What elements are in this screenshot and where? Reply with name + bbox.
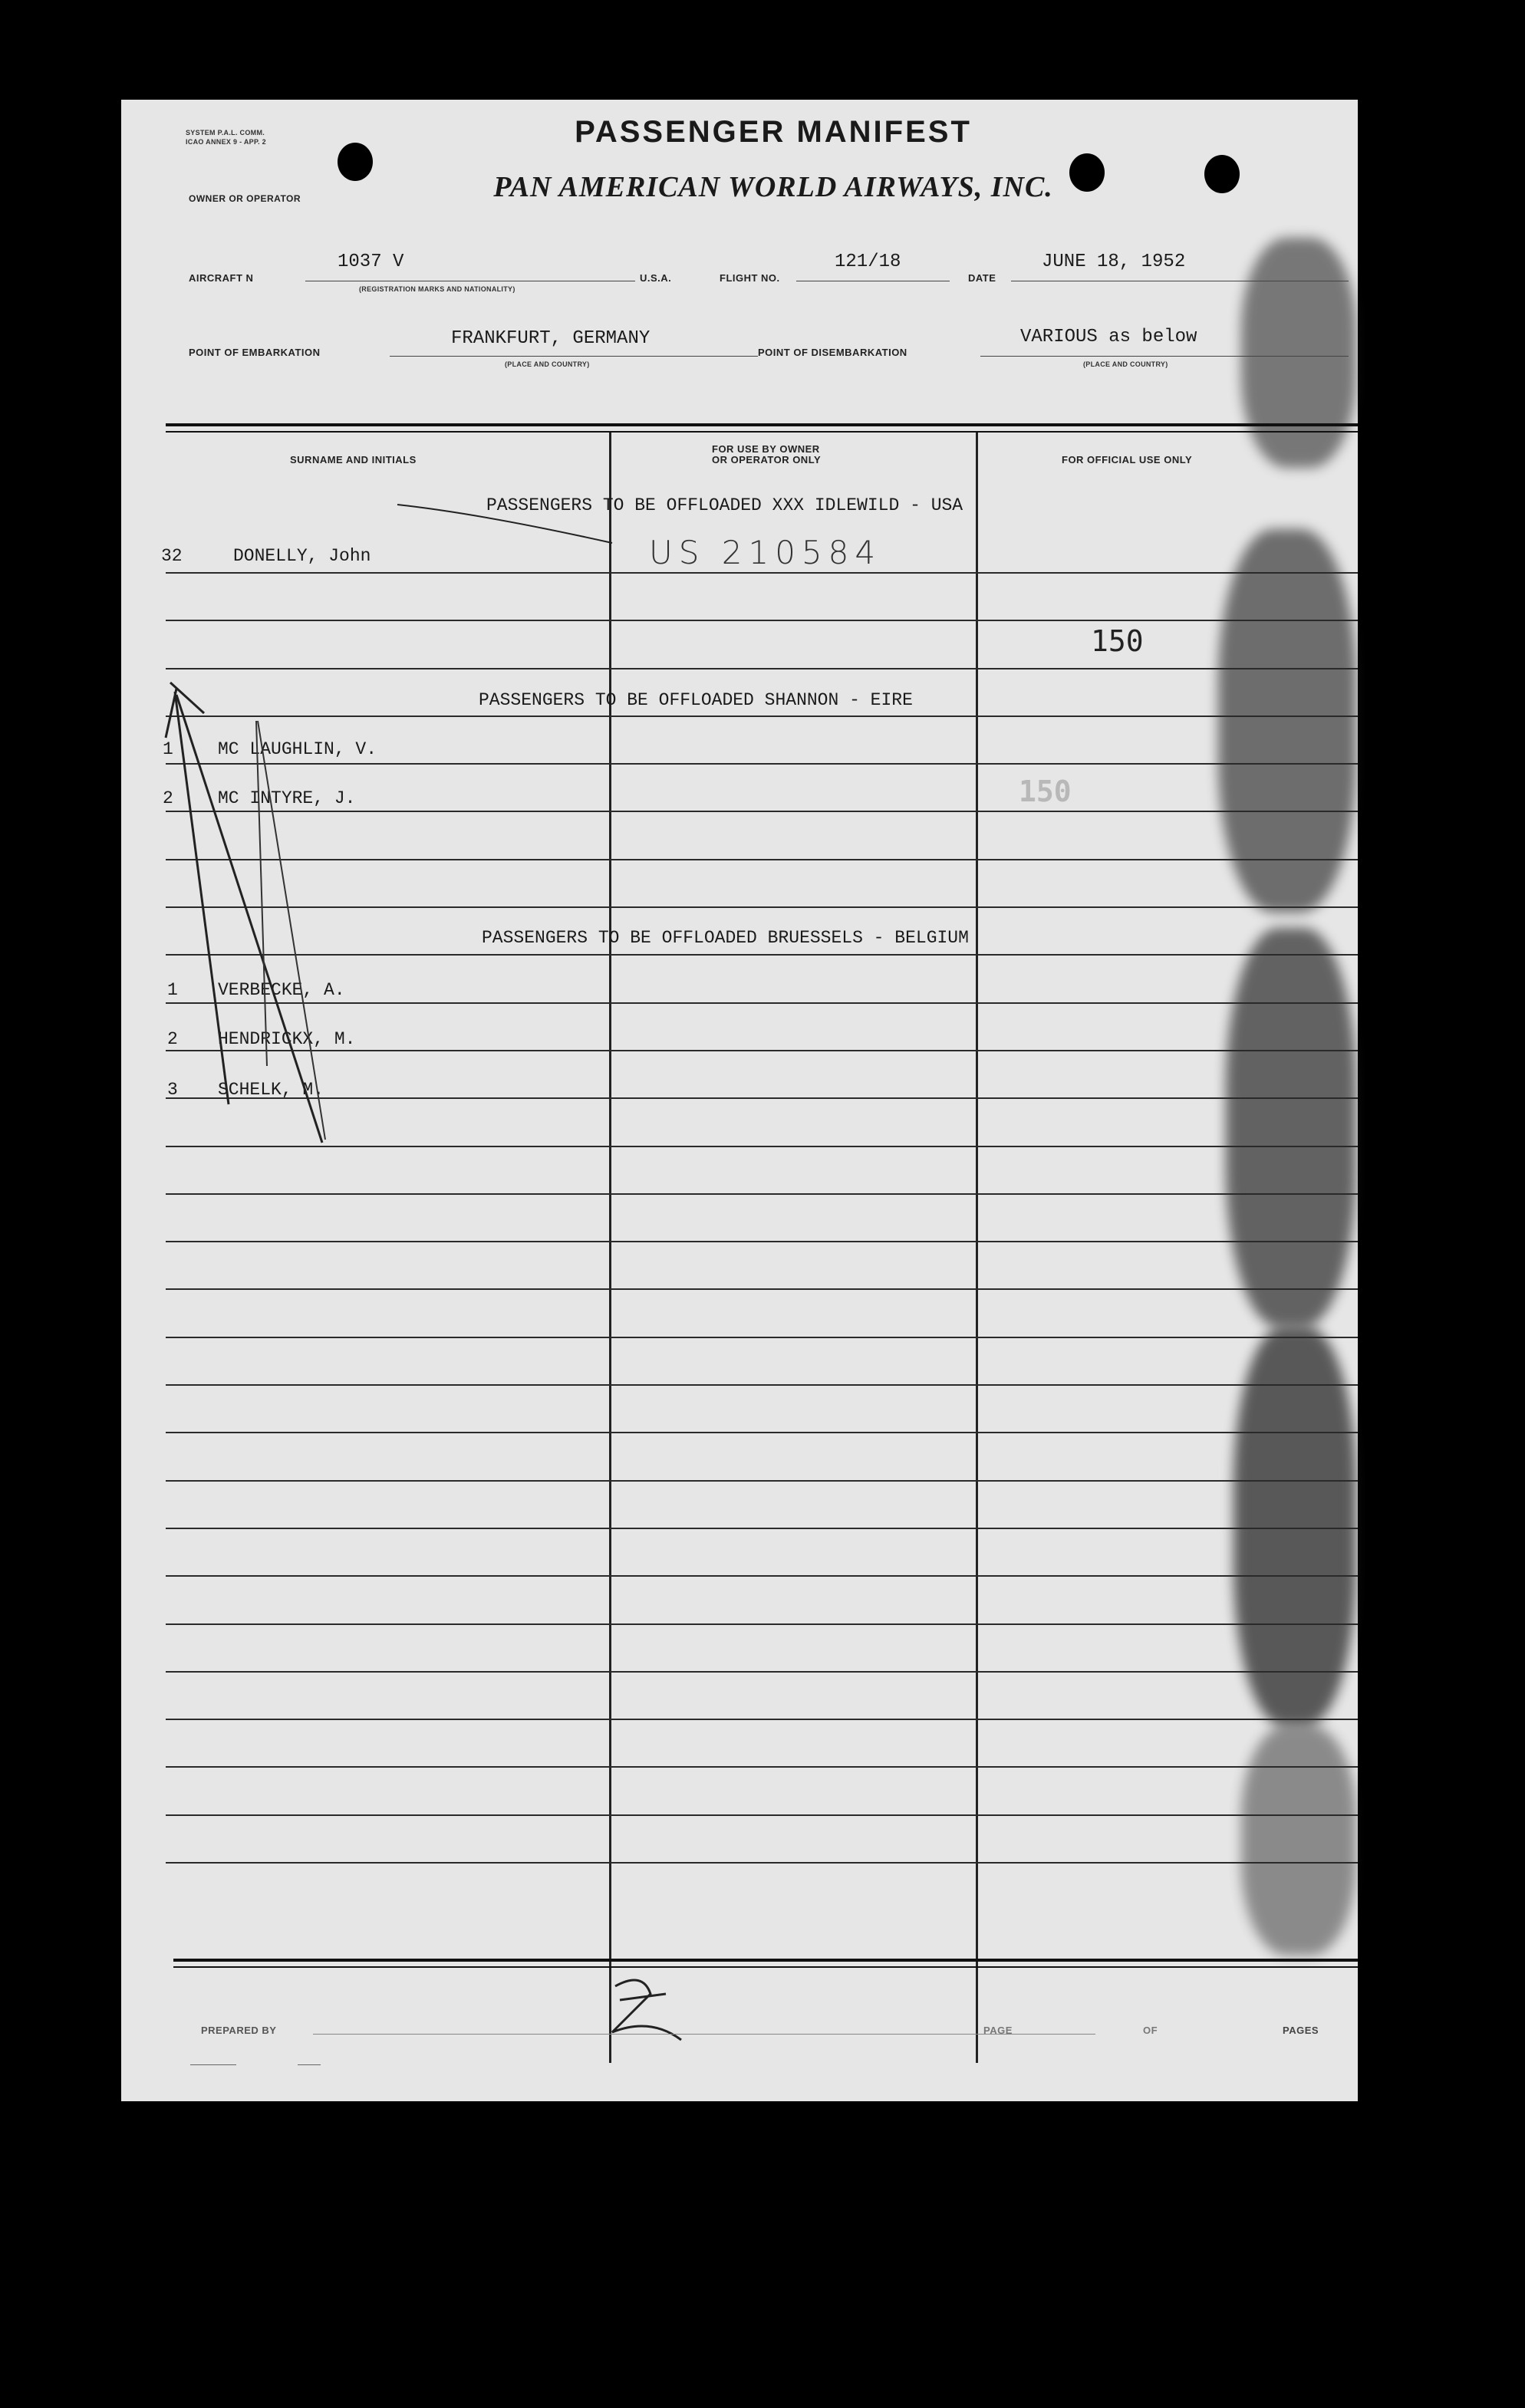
- row-rule: [166, 1766, 1358, 1768]
- passenger-name: DONELLY, John: [233, 546, 371, 566]
- row-rule: [166, 715, 1358, 717]
- passenger-name: VERBECKE, A.: [218, 980, 345, 1000]
- col-official-header: FOR OFFICIAL USE ONLY: [1062, 454, 1193, 465]
- row-rule: [166, 572, 1358, 574]
- row-rule: [166, 1862, 1358, 1864]
- punch-hole-right: [1204, 155, 1240, 193]
- row-rule: [166, 668, 1358, 669]
- aircraft-value: 1037 V: [338, 252, 404, 272]
- aircraft-label: AIRCRAFT N: [189, 272, 254, 284]
- embarkation-label: POINT OF EMBARKATION: [189, 347, 321, 358]
- disembarkation-label: POINT OF DISEMBARKATION: [758, 347, 907, 358]
- row-rule: [166, 1623, 1358, 1625]
- row-rule: [166, 906, 1358, 908]
- passenger-num: 2: [163, 788, 173, 808]
- col-divider-2: [976, 433, 978, 2063]
- row-rule: [166, 859, 1358, 860]
- row-rule: [166, 1575, 1358, 1577]
- col-owner-header-1: FOR USE BY OWNER: [712, 443, 820, 455]
- airline-name: PAN AMERICAN WORLD AIRWAYS, INC.: [493, 171, 1053, 203]
- row-rule: [166, 954, 1358, 956]
- prepared-by-label: PREPARED BY: [201, 2025, 277, 2036]
- passenger-document: US 210584: [649, 534, 882, 571]
- section-bruessels: PASSENGERS TO BE OFFLOADED BRUESSELS - BELGIUM: [482, 928, 969, 948]
- usa-label: U.S.A.: [640, 272, 672, 284]
- handwritten-strokes: [121, 100, 1358, 2101]
- embarkation-caption: (PLACE AND COUNTRY): [505, 360, 590, 368]
- page-title: PASSENGER MANIFEST: [575, 115, 972, 149]
- row-rule: [166, 1671, 1358, 1673]
- col-divider-1: [609, 433, 611, 2063]
- row-rule: [166, 1002, 1358, 1004]
- row-rule: [166, 1288, 1358, 1290]
- system-note-1: SYSTEM P.A.L. COMM.: [186, 129, 265, 137]
- section-idlewild: PASSENGERS TO BE OFFLOADED XXX IDLEWILD - USA: [486, 495, 963, 515]
- date-value: JUNE 18, 1952: [1042, 252, 1186, 272]
- registration-caption: (REGISTRATION MARKS AND NATIONALITY): [359, 285, 515, 293]
- passenger-name: HENDRICKX, M.: [218, 1029, 356, 1049]
- pages-label: PAGES: [1283, 2025, 1319, 2036]
- passenger-num: 1: [167, 980, 178, 1000]
- passenger-num: 3: [167, 1080, 178, 1100]
- embarkation-value: FRANKFURT, GERMANY: [451, 328, 651, 349]
- row-rule: [166, 1097, 1358, 1099]
- row-rule: [166, 1337, 1358, 1338]
- row-rule: [166, 620, 1358, 621]
- of-label: OF: [1143, 2025, 1158, 2036]
- passenger-num: 1: [163, 739, 173, 759]
- disembarkation-value: VARIOUS as below: [1020, 327, 1197, 347]
- passenger-name: SCHELK, M.: [218, 1080, 324, 1100]
- count-mark: 150: [1091, 624, 1144, 658]
- passenger-num: 2: [167, 1029, 178, 1049]
- row-rule: [166, 1384, 1358, 1386]
- row-rule: [166, 1528, 1358, 1529]
- system-note-2: ICAO ANNEX 9 - APP. 2: [186, 138, 266, 146]
- col-owner-header-2: OR OPERATOR ONLY: [712, 454, 822, 465]
- passenger-name: MC INTYRE, J.: [218, 788, 356, 808]
- row-rule: [166, 811, 1358, 812]
- punch-hole-left: [338, 143, 373, 181]
- passenger-num: 32: [161, 546, 183, 566]
- section-shannon: PASSENGERS TO BE OFFLOADED SHANNON - EIRE: [479, 690, 913, 710]
- col-surname-header: SURNAME AND INITIALS: [290, 454, 417, 465]
- count-mark-faded: 150: [1019, 775, 1072, 808]
- row-rule: [166, 1432, 1358, 1433]
- punch-hole-mid: [1069, 153, 1105, 192]
- owner-operator-label: OWNER OR OPERATOR: [189, 193, 301, 204]
- row-rule: [166, 1480, 1358, 1482]
- page-label: PAGE: [983, 2025, 1013, 2036]
- row-rule: [166, 1719, 1358, 1720]
- flight-no-value: 121/18: [835, 252, 901, 272]
- disembarkation-caption: (PLACE AND COUNTRY): [1083, 360, 1168, 368]
- row-rule: [166, 1241, 1358, 1242]
- flight-no-label: FLIGHT NO.: [720, 272, 780, 284]
- row-rule: [166, 1146, 1358, 1147]
- row-rule: [166, 1050, 1358, 1051]
- passenger-name: MC LAUGHLIN, V.: [218, 739, 377, 759]
- manifest-paper: [121, 100, 1358, 2101]
- row-rule: [166, 763, 1358, 765]
- row-rule: [166, 1193, 1358, 1195]
- date-label: DATE: [968, 272, 996, 284]
- row-rule: [166, 1814, 1358, 1816]
